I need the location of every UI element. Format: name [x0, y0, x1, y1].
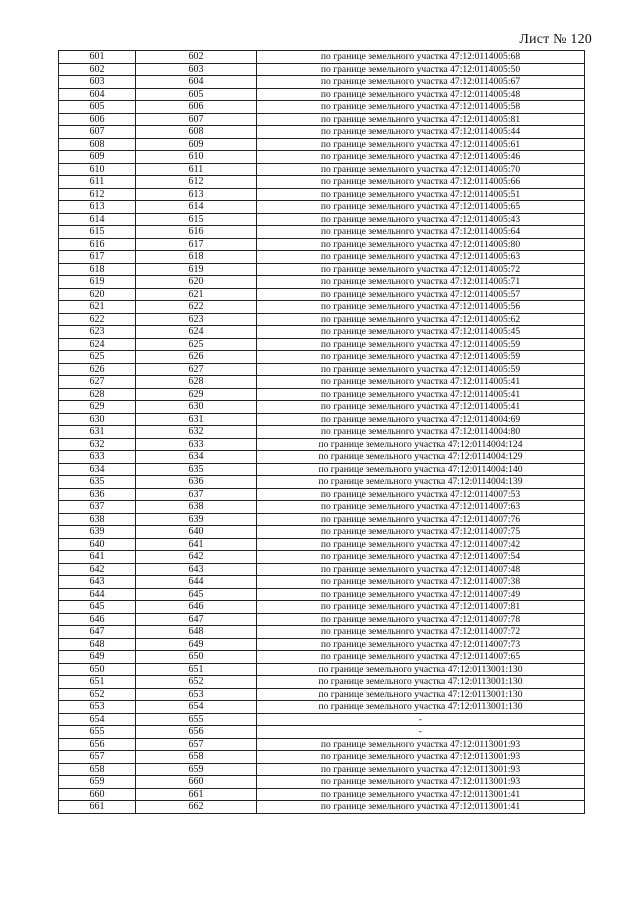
from-point-cell: 630 [59, 413, 136, 426]
from-point-cell: 651 [59, 676, 136, 689]
to-point-cell: 655 [136, 713, 257, 726]
table-row [59, 476, 585, 489]
to-point-cell: 630 [136, 401, 257, 414]
from-point-cell: 623 [59, 326, 136, 339]
to-point-cell: 651 [136, 663, 257, 676]
table-row [59, 538, 585, 551]
from-point-cell: 613 [59, 201, 136, 214]
boundary-description-cell: по границе земельного участка 47:12:0114005:71 [257, 276, 585, 289]
from-point-cell: 605 [59, 101, 136, 114]
from-point-cell: 621 [59, 301, 136, 314]
table-row [59, 751, 585, 764]
boundary-description-cell: по границе земельного участка 47:12:0114005:41 [257, 376, 585, 389]
table-row [59, 326, 585, 339]
boundary-description-cell: по границе земельного участка 47:12:0113001:130 [257, 663, 585, 676]
boundary-description-cell: по границе земельного участка 47:12:0114005:67 [257, 76, 585, 89]
from-point-cell: 606 [59, 113, 136, 126]
table-row [59, 151, 585, 164]
boundary-description-cell: по границе земельного участка 47:12:0114005:81 [257, 113, 585, 126]
from-point-cell: 633 [59, 451, 136, 464]
to-point-cell: 645 [136, 588, 257, 601]
table-row [59, 76, 585, 89]
to-point-cell: 613 [136, 188, 257, 201]
boundary-description-cell: по границе земельного участка 47:12:0114005:65 [257, 201, 585, 214]
to-point-cell: 661 [136, 788, 257, 801]
table-row [59, 363, 585, 376]
table-row [59, 226, 585, 239]
table-row [59, 51, 585, 64]
boundary-description-cell: по границе земельного участка 47:12:0114005:72 [257, 263, 585, 276]
boundary-description-cell: по границе земельного участка 47:12:0114005:51 [257, 188, 585, 201]
from-point-cell: 639 [59, 526, 136, 539]
from-point-cell: 645 [59, 601, 136, 614]
table-row [59, 676, 585, 689]
table-row [59, 688, 585, 701]
to-point-cell: 662 [136, 801, 257, 814]
to-point-cell: 617 [136, 238, 257, 251]
table-row [59, 388, 585, 401]
to-point-cell: 638 [136, 501, 257, 514]
to-point-cell: 625 [136, 338, 257, 351]
from-point-cell: 610 [59, 163, 136, 176]
to-point-cell: 660 [136, 776, 257, 789]
from-point-cell: 604 [59, 88, 136, 101]
to-point-cell: 658 [136, 751, 257, 764]
boundary-description-cell: по границе земельного участка 47:12:0114005:59 [257, 338, 585, 351]
boundary-description-cell: по границе земельного участка 47:12:0114007:65 [257, 651, 585, 664]
boundary-description-cell: по границе земельного участка 47:12:0114005:41 [257, 388, 585, 401]
table-row [59, 551, 585, 564]
from-point-cell: 634 [59, 463, 136, 476]
from-point-cell: 657 [59, 751, 136, 764]
boundary-description-cell: по границе земельного участка 47:12:0114004:140 [257, 463, 585, 476]
table-row [59, 63, 585, 76]
table-row [59, 288, 585, 301]
to-point-cell: 656 [136, 726, 257, 739]
from-point-cell: 643 [59, 576, 136, 589]
from-point-cell: 619 [59, 276, 136, 289]
boundary-description-cell: по границе земельного участка 47:12:0113001:41 [257, 788, 585, 801]
table-row [59, 526, 585, 539]
from-point-cell: 637 [59, 501, 136, 514]
to-point-cell: 641 [136, 538, 257, 551]
boundary-description-cell: по границе земельного участка 47:12:0114005:80 [257, 238, 585, 251]
from-point-cell: 631 [59, 426, 136, 439]
from-point-cell: 658 [59, 763, 136, 776]
to-point-cell: 632 [136, 426, 257, 439]
table-row [59, 801, 585, 814]
to-point-cell: 606 [136, 101, 257, 114]
to-point-cell: 623 [136, 313, 257, 326]
boundary-description-cell: по границе земельного участка 47:12:0114005:44 [257, 126, 585, 139]
boundary-description-cell: по границе земельного участка 47:12:0113001:93 [257, 763, 585, 776]
boundary-description-cell: по границе земельного участка 47:12:0114005:50 [257, 63, 585, 76]
table-row [59, 426, 585, 439]
boundary-description-cell: по границе земельного участка 47:12:0113001:130 [257, 701, 585, 714]
from-point-cell: 629 [59, 401, 136, 414]
from-point-cell: 620 [59, 288, 136, 301]
from-point-cell: 632 [59, 438, 136, 451]
to-point-cell: 635 [136, 463, 257, 476]
to-point-cell: 627 [136, 363, 257, 376]
from-point-cell: 653 [59, 701, 136, 714]
boundary-description-cell: по границе земельного участка 47:12:0114005:59 [257, 363, 585, 376]
from-point-cell: 642 [59, 563, 136, 576]
boundary-description-cell: по границе земельного участка 47:12:0114005:63 [257, 251, 585, 264]
boundary-description-cell: - [257, 713, 585, 726]
from-point-cell: 650 [59, 663, 136, 676]
from-point-cell: 661 [59, 801, 136, 814]
boundary-description-cell: по границе земельного участка 47:12:0114005:56 [257, 301, 585, 314]
table-row [59, 188, 585, 201]
table-row [59, 438, 585, 451]
table-row [59, 101, 585, 114]
table-row [59, 638, 585, 651]
table-body [59, 51, 585, 814]
table-row [59, 763, 585, 776]
table-row [59, 126, 585, 139]
from-point-cell: 601 [59, 51, 136, 64]
from-point-cell: 627 [59, 376, 136, 389]
to-point-cell: 605 [136, 88, 257, 101]
from-point-cell: 656 [59, 738, 136, 751]
to-point-cell: 608 [136, 126, 257, 139]
table-row [59, 501, 585, 514]
from-point-cell: 607 [59, 126, 136, 139]
to-point-cell: 643 [136, 563, 257, 576]
from-point-cell: 655 [59, 726, 136, 739]
to-point-cell: 609 [136, 138, 257, 151]
from-point-cell: 615 [59, 226, 136, 239]
from-point-cell: 654 [59, 713, 136, 726]
to-point-cell: 619 [136, 263, 257, 276]
boundary-description-cell: по границе земельного участка 47:12:0114007:42 [257, 538, 585, 551]
table-row [59, 263, 585, 276]
to-point-cell: 649 [136, 638, 257, 651]
table-row [59, 513, 585, 526]
table-row [59, 313, 585, 326]
table-row [59, 738, 585, 751]
to-point-cell: 607 [136, 113, 257, 126]
table-row [59, 488, 585, 501]
table-row [59, 463, 585, 476]
boundary-description-cell: по границе земельного участка 47:12:0114005:59 [257, 351, 585, 364]
boundary-description-cell: по границе земельного участка 47:12:0114004:124 [257, 438, 585, 451]
to-point-cell: 622 [136, 301, 257, 314]
to-point-cell: 633 [136, 438, 257, 451]
to-point-cell: 603 [136, 63, 257, 76]
from-point-cell: 635 [59, 476, 136, 489]
table-row [59, 776, 585, 789]
boundary-description-cell: по границе земельного участка 47:12:0113001:93 [257, 776, 585, 789]
boundary-description-cell: по границе земельного участка 47:12:0114007:76 [257, 513, 585, 526]
boundary-description-cell: по границе земельного участка 47:12:0114007:81 [257, 601, 585, 614]
to-point-cell: 610 [136, 151, 257, 164]
from-point-cell: 609 [59, 151, 136, 164]
table-row [59, 701, 585, 714]
boundary-description-cell: по границе земельного участка 47:12:0114005:66 [257, 176, 585, 189]
to-point-cell: 626 [136, 351, 257, 364]
boundary-description-cell: по границе земельного участка 47:12:0114005:62 [257, 313, 585, 326]
to-point-cell: 612 [136, 176, 257, 189]
to-point-cell: 628 [136, 376, 257, 389]
to-point-cell: 654 [136, 701, 257, 714]
table-row [59, 276, 585, 289]
boundary-description-cell: по границе земельного участка 47:12:0114005:68 [257, 51, 585, 64]
from-point-cell: 614 [59, 213, 136, 226]
to-point-cell: 637 [136, 488, 257, 501]
boundary-description-cell: по границе земельного участка 47:12:0114007:38 [257, 576, 585, 589]
table-row [59, 251, 585, 264]
to-point-cell: 657 [136, 738, 257, 751]
boundary-description-cell: по границе земельного участка 47:12:0114005:57 [257, 288, 585, 301]
table-row [59, 401, 585, 414]
table-row [59, 451, 585, 464]
table-row [59, 301, 585, 314]
from-point-cell: 624 [59, 338, 136, 351]
boundary-description-cell: по границе земельного участка 47:12:0114007:53 [257, 488, 585, 501]
boundary-description-cell: по границе земельного участка 47:12:0114005:43 [257, 213, 585, 226]
boundary-description-cell: по границе земельного участка 47:12:0114004:69 [257, 413, 585, 426]
to-point-cell: 642 [136, 551, 257, 564]
to-point-cell: 634 [136, 451, 257, 464]
boundary-description-cell: по границе земельного участка 47:12:0114005:41 [257, 401, 585, 414]
boundary-description-cell: по границе земельного участка 47:12:0114007:78 [257, 613, 585, 626]
to-point-cell: 620 [136, 276, 257, 289]
from-point-cell: 622 [59, 313, 136, 326]
boundary-description-cell: - [257, 726, 585, 739]
to-point-cell: 618 [136, 251, 257, 264]
to-point-cell: 624 [136, 326, 257, 339]
to-point-cell: 621 [136, 288, 257, 301]
from-point-cell: 660 [59, 788, 136, 801]
table-row [59, 213, 585, 226]
boundary-description-cell: по границе земельного участка 47:12:0113001:130 [257, 676, 585, 689]
to-point-cell: 602 [136, 51, 257, 64]
from-point-cell: 603 [59, 76, 136, 89]
boundary-description-cell: по границе земельного участка 47:12:0114007:54 [257, 551, 585, 564]
to-point-cell: 629 [136, 388, 257, 401]
to-point-cell: 611 [136, 163, 257, 176]
boundary-description-cell: по границе земельного участка 47:12:0114007:72 [257, 626, 585, 639]
from-point-cell: 612 [59, 188, 136, 201]
from-point-cell: 611 [59, 176, 136, 189]
table-row [59, 626, 585, 639]
table-row [59, 788, 585, 801]
table-row [59, 713, 585, 726]
table-row [59, 351, 585, 364]
to-point-cell: 616 [136, 226, 257, 239]
to-point-cell: 653 [136, 688, 257, 701]
table-row [59, 613, 585, 626]
from-point-cell: 617 [59, 251, 136, 264]
boundary-description-cell: по границе земельного участка 47:12:0114007:75 [257, 526, 585, 539]
from-point-cell: 638 [59, 513, 136, 526]
from-point-cell: 602 [59, 63, 136, 76]
to-point-cell: 614 [136, 201, 257, 214]
from-point-cell: 646 [59, 613, 136, 626]
boundary-description-cell: по границе земельного участка 47:12:0114007:49 [257, 588, 585, 601]
from-point-cell: 659 [59, 776, 136, 789]
to-point-cell: 615 [136, 213, 257, 226]
from-point-cell: 640 [59, 538, 136, 551]
to-point-cell: 639 [136, 513, 257, 526]
table-row [59, 201, 585, 214]
boundary-description-cell: по границе земельного участка 47:12:0114007:73 [257, 638, 585, 651]
table-row [59, 138, 585, 151]
table-row [59, 238, 585, 251]
table-row [59, 163, 585, 176]
boundary-description-cell: по границе земельного участка 47:12:0114004:80 [257, 426, 585, 439]
table-row [59, 601, 585, 614]
to-point-cell: 652 [136, 676, 257, 689]
to-point-cell: 604 [136, 76, 257, 89]
boundary-description-cell: по границе земельного участка 47:12:0114005:45 [257, 326, 585, 339]
boundary-description-cell: по границе земельного участка 47:12:0114005:70 [257, 163, 585, 176]
table-row [59, 588, 585, 601]
table-row [59, 663, 585, 676]
from-point-cell: 652 [59, 688, 136, 701]
boundary-description-cell: по границе земельного участка 47:12:0113001:41 [257, 801, 585, 814]
boundary-description-cell: по границе земельного участка 47:12:0114007:63 [257, 501, 585, 514]
table-row [59, 88, 585, 101]
table-row [59, 726, 585, 739]
boundary-description-cell: по границе земельного участка 47:12:0114004:139 [257, 476, 585, 489]
from-point-cell: 636 [59, 488, 136, 501]
from-point-cell: 641 [59, 551, 136, 564]
table-row [59, 576, 585, 589]
from-point-cell: 608 [59, 138, 136, 151]
boundary-description-cell: по границе земельного участка 47:12:0114004:129 [257, 451, 585, 464]
boundary-description-cell: по границе земельного участка 47:12:0114007:48 [257, 563, 585, 576]
to-point-cell: 646 [136, 601, 257, 614]
to-point-cell: 644 [136, 576, 257, 589]
from-point-cell: 626 [59, 363, 136, 376]
boundary-description-cell: по границе земельного участка 47:12:0114005:61 [257, 138, 585, 151]
table-row [59, 651, 585, 664]
boundary-description-cell: по границе земельного участка 47:12:0113001:130 [257, 688, 585, 701]
boundary-description-cell: по границе земельного участка 47:12:0114005:46 [257, 151, 585, 164]
from-point-cell: 649 [59, 651, 136, 664]
to-point-cell: 631 [136, 413, 257, 426]
to-point-cell: 648 [136, 626, 257, 639]
to-point-cell: 640 [136, 526, 257, 539]
table-row [59, 176, 585, 189]
from-point-cell: 628 [59, 388, 136, 401]
from-point-cell: 648 [59, 638, 136, 651]
to-point-cell: 647 [136, 613, 257, 626]
to-point-cell: 650 [136, 651, 257, 664]
from-point-cell: 618 [59, 263, 136, 276]
boundary-description-cell: по границе земельного участка 47:12:0114005:48 [257, 88, 585, 101]
table-row [59, 338, 585, 351]
to-point-cell: 659 [136, 763, 257, 776]
from-point-cell: 644 [59, 588, 136, 601]
boundary-description-cell: по границе земельного участка 47:12:0113001:93 [257, 738, 585, 751]
from-point-cell: 647 [59, 626, 136, 639]
table-row [59, 113, 585, 126]
boundary-description-cell: по границе земельного участка 47:12:0114005:64 [257, 226, 585, 239]
from-point-cell: 625 [59, 351, 136, 364]
boundary-table [58, 50, 585, 814]
from-point-cell: 616 [59, 238, 136, 251]
table-row [59, 413, 585, 426]
sheet-number: Лист № 120 [519, 32, 592, 47]
table-row [59, 563, 585, 576]
boundary-description-cell: по границе земельного участка 47:12:0113001:93 [257, 751, 585, 764]
boundary-description-cell: по границе земельного участка 47:12:0114005:58 [257, 101, 585, 114]
table-row [59, 376, 585, 389]
to-point-cell: 636 [136, 476, 257, 489]
